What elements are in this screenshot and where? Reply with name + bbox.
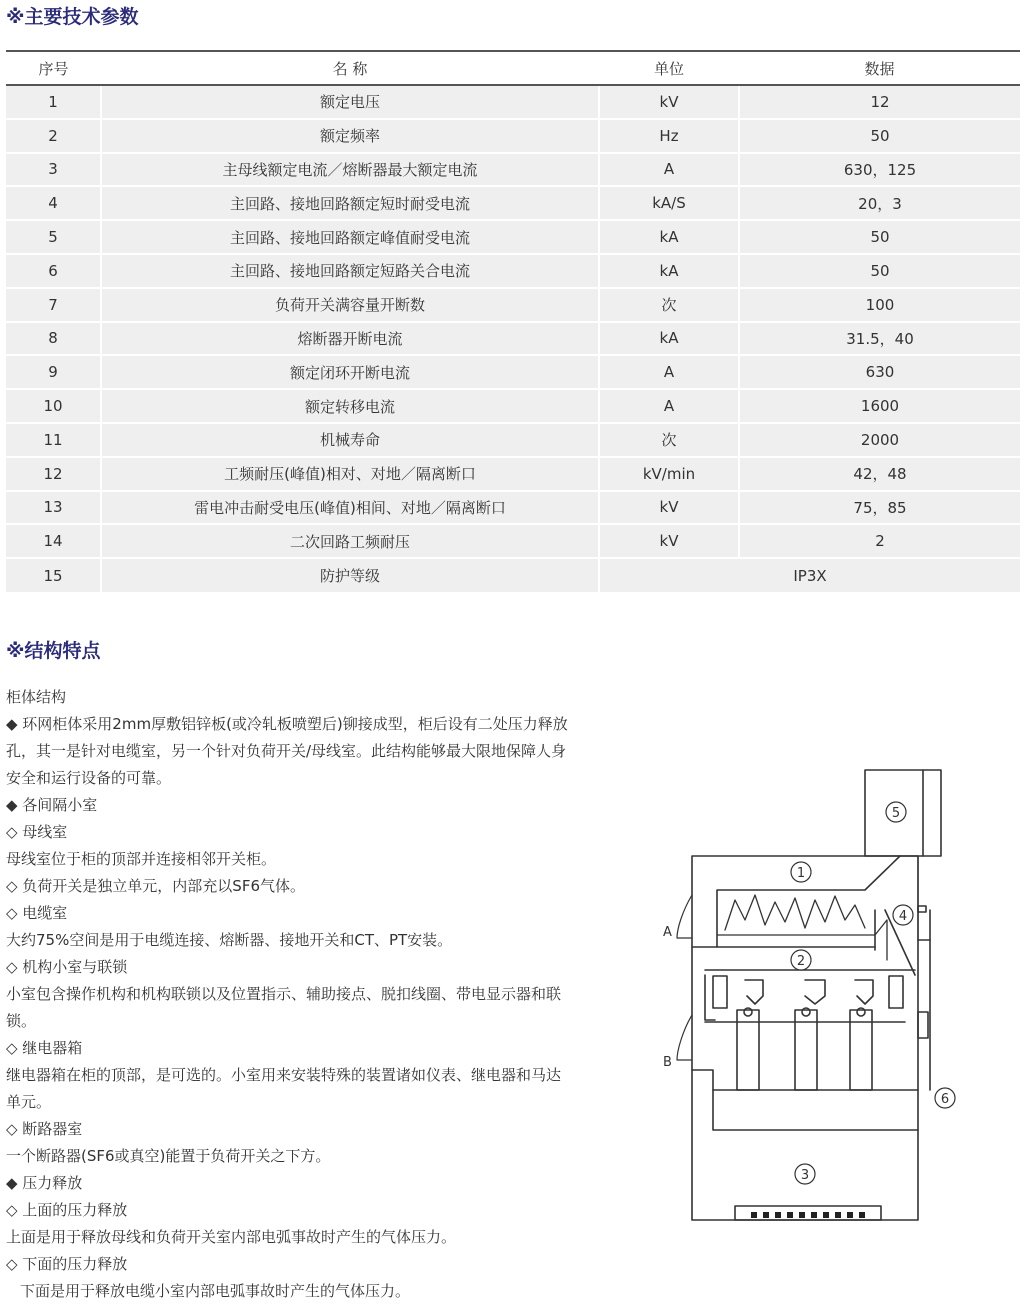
callout-1 [791, 862, 811, 882]
cell-unit: kA [599, 254, 739, 288]
cell-name: 额定转移电流 [101, 389, 599, 423]
cell-name: 额定闭环开断电流 [101, 355, 599, 389]
table-row [6, 355, 1020, 389]
label-a: A [663, 925, 672, 940]
cell-value: 42，48 [739, 457, 1020, 491]
relief-flap-a [677, 895, 692, 938]
cell-no: 6 [6, 254, 101, 288]
cell-name: 机械寿命 [101, 423, 599, 457]
cell-no: 13 [6, 491, 101, 525]
text-line: ◆ 各间隔小室 [6, 796, 98, 814]
text-line: 孔，其一是针对电缆室，另一个针对负荷开关/母线室。此结构能够最大限地保障人身 [6, 742, 567, 760]
header-unit: 单位 [599, 51, 739, 85]
cell-value: 31.5，40 [739, 322, 1020, 356]
cell-value: 630，125 [739, 153, 1020, 187]
table-row [6, 186, 1020, 220]
cell-name: 主母线额定电流／熔断器最大额定电流 [101, 153, 599, 187]
text-line: 母线室位于柜的顶部并连接相邻开关柜。 [6, 850, 277, 868]
text-line: 一个断路器(SF6或真空)能置于负荷开关之下方。 [6, 1147, 331, 1165]
text-line: 安全和运行设备的可靠。 [6, 769, 172, 787]
cell-unit: 次 [599, 288, 739, 322]
cell-no: 7 [6, 288, 101, 322]
cell-no: 1 [6, 85, 101, 119]
cell-unit: Hz [599, 119, 739, 153]
cell-unit: 次 [599, 423, 739, 457]
text-line: ◆ 环网柜体采用2mm厚敷铝锌板(或冷轧板喷塑后)铆接成型，柜后设有二处压力释放 [6, 715, 568, 733]
table-row [6, 288, 1020, 322]
cell-name: 防护等级 [101, 558, 599, 592]
cell-unit: A [599, 355, 739, 389]
specs-section-title: ※主要技术参数 [6, 6, 139, 28]
table-header-row [6, 51, 1020, 85]
cell-name: 额定电压 [101, 85, 599, 119]
text-line: ◇ 负荷开关是独立单元，内部充以SF6气体。 [6, 877, 305, 895]
text-line: 小室包含操作机构和机构联锁以及位置指示、辅助接点、脱扣线圈、带电显示器和联 [6, 985, 562, 1003]
text-line: ◇ 上面的压力释放 [6, 1201, 128, 1219]
cell-name: 二次回路工频耐压 [101, 524, 599, 558]
cell-no: 8 [6, 322, 101, 356]
cell-no: 3 [6, 153, 101, 187]
cell-no: 5 [6, 220, 101, 254]
specs-table [6, 50, 1020, 592]
svg-text:5: 5 [891, 806, 901, 821]
table-row [6, 491, 1020, 525]
table-row [6, 457, 1020, 491]
text-line: ◇ 母线室 [6, 823, 68, 841]
callout-4 [893, 905, 913, 925]
svg-text:1: 1 [796, 866, 806, 881]
cell-name: 工频耐压(峰值)相对、对地／隔离断口 [101, 457, 599, 491]
relay-box [865, 770, 941, 856]
table-row [6, 85, 1020, 119]
cell-value: 50 [739, 220, 1020, 254]
svg-text:4: 4 [898, 909, 908, 924]
cell-unit: A [599, 389, 739, 423]
switch-contacts [725, 895, 865, 930]
table-row [6, 558, 1020, 592]
cell-name: 额定频率 [101, 119, 599, 153]
cell-unit: kV [599, 491, 739, 525]
text-line: 上面是用于释放母线和负荷开关室内部电弧事故时产生的气体压力。 [6, 1228, 457, 1246]
table-row [6, 389, 1020, 423]
header-name: 名 称 [101, 51, 599, 85]
cell-value: 100 [739, 288, 1020, 322]
cell-value: 50 [739, 254, 1020, 288]
cell-no: 2 [6, 119, 101, 153]
table-row [6, 153, 1020, 187]
relief-flap-b [677, 1015, 692, 1060]
text-line: 单元。 [6, 1093, 52, 1111]
cell-unit: kV [599, 524, 739, 558]
structure-text [6, 684, 616, 1305]
cell-no: 15 [6, 558, 101, 592]
cell-name: 主回路、接地回路额定短路关合电流 [101, 254, 599, 288]
svg-text:2: 2 [796, 954, 806, 969]
cell-unit: kV [599, 85, 739, 119]
cell-value: 75，85 [739, 491, 1020, 525]
cell-name: 主回路、接地回路额定短时耐受电流 [101, 186, 599, 220]
text-line: 大约75%空间是用于电缆连接、熔断器、接地开关和CT、PT安装。 [6, 931, 453, 949]
cabinet-section-diagram [655, 760, 965, 1230]
table-row [6, 254, 1020, 288]
cell-name: 熔断器开断电流 [101, 322, 599, 356]
cell-unit: kA [599, 220, 739, 254]
cell-value: 1600 [739, 389, 1020, 423]
text-line: 锁。 [6, 1012, 37, 1030]
cell-unit: kA [599, 322, 739, 356]
text-line: ◇ 下面的压力释放 [6, 1255, 128, 1273]
header-value: 数据 [739, 51, 1020, 85]
cell-value: 20，3 [739, 186, 1020, 220]
cell-unit: A [599, 153, 739, 187]
grille-slots [751, 1212, 865, 1218]
text-line: ◇ 电缆室 [6, 904, 68, 922]
table-row [6, 423, 1020, 457]
callout-3 [795, 1164, 815, 1184]
callout-5 [886, 802, 906, 822]
header-no: 序号 [6, 51, 101, 85]
table-row [6, 322, 1020, 356]
cell-name: 负荷开关满容量开断数 [101, 288, 599, 322]
cell-no: 4 [6, 186, 101, 220]
callout-2 [791, 950, 811, 970]
cell-merged-value: IP3X [599, 558, 1020, 592]
table-row [6, 119, 1020, 153]
cell-value: 2000 [739, 423, 1020, 457]
cell-no: 14 [6, 524, 101, 558]
text-line: 下面是用于释放电缆小室内部电弧事故时产生的气体压力。 [20, 1282, 411, 1300]
svg-text:6: 6 [940, 1092, 950, 1107]
cell-unit: kA/S [599, 186, 739, 220]
cell-unit: kV/min [599, 457, 739, 491]
cell-name: 主回路、接地回路额定峰值耐受电流 [101, 220, 599, 254]
table-row [6, 524, 1020, 558]
text-line: ◆ 压力释放 [6, 1174, 83, 1192]
text-line: ◇ 继电器箱 [6, 1039, 83, 1057]
cell-name: 雷电冲击耐受电压(峰值)相间、对地／隔离断口 [101, 491, 599, 525]
callout-6 [935, 1088, 955, 1108]
cell-no: 9 [6, 355, 101, 389]
cell-value: 630 [739, 355, 1020, 389]
text-line: 继电器箱在柜的顶部，是可选的。小室用来安装特殊的装置诸如仪表、继电器和马达 [6, 1066, 562, 1084]
cell-value: 2 [739, 524, 1020, 558]
label-b: B [663, 1055, 672, 1070]
cell-value: 50 [739, 119, 1020, 153]
text-line: 柜体结构 [6, 688, 67, 706]
svg-text:3: 3 [800, 1168, 810, 1183]
cell-no: 12 [6, 457, 101, 491]
cell-no: 10 [6, 389, 101, 423]
structure-section-title: ※结构特点 [6, 640, 101, 662]
cell-value: 12 [739, 85, 1020, 119]
text-line: ◇ 断路器室 [6, 1120, 83, 1138]
cell-no: 11 [6, 423, 101, 457]
table-row [6, 220, 1020, 254]
text-line: ◇ 机构小室与联锁 [6, 958, 128, 976]
